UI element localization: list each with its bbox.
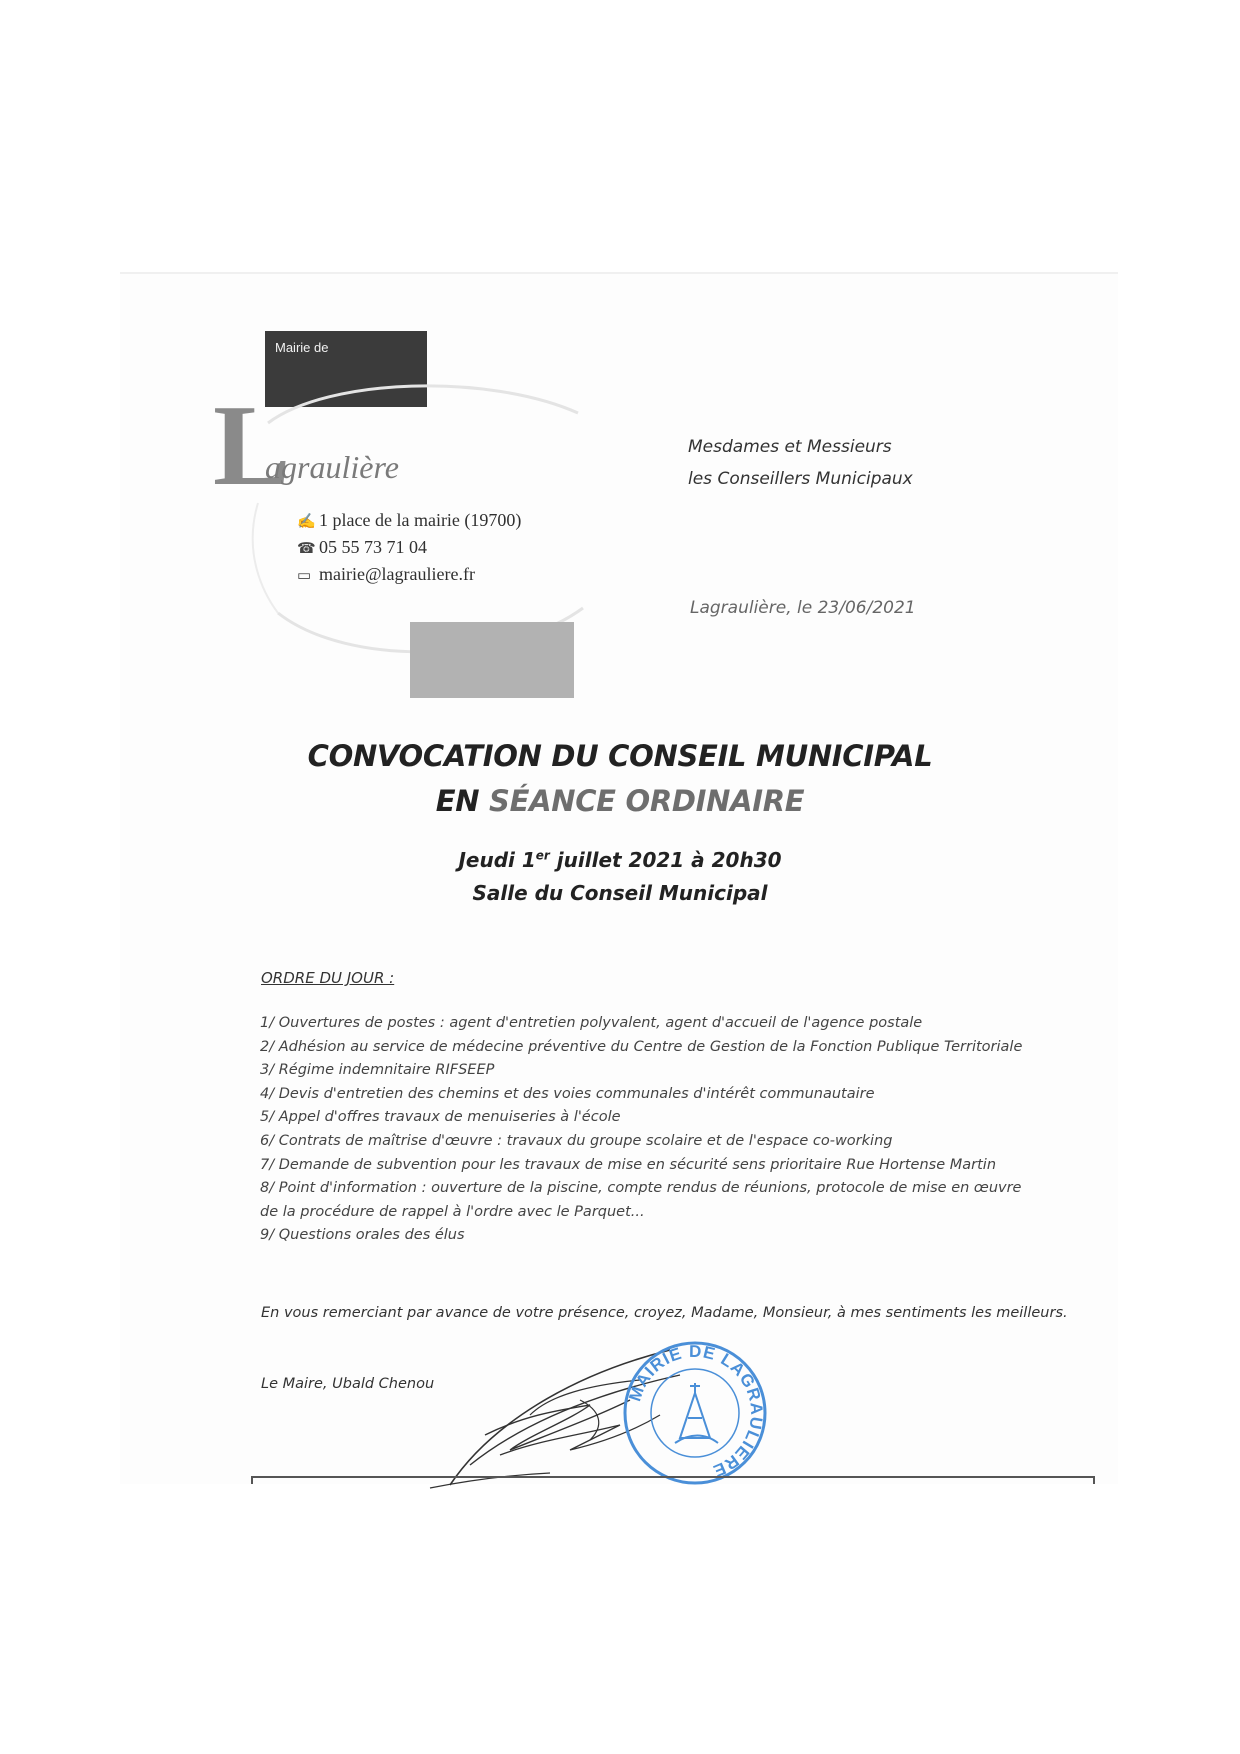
agenda-item: 4/ Devis d'entretien des chemins et des voies communales d'intérêt communautaire — [260, 1085, 875, 1102]
title-en: EN — [435, 784, 489, 818]
signoff-text: Le Maire, Ubald Chenou — [261, 1376, 435, 1392]
page-title-line-2 — [0, 784, 1240, 818]
contact-email — [297, 564, 475, 585]
agenda-item: 5/ Appel d'offres travaux de menuiseries à l'école — [260, 1109, 621, 1126]
meeting-date-sup: er — [535, 848, 550, 863]
letter-date: Lagraulière, le 23/06/2021 — [690, 598, 916, 618]
email-text: mairie@lagrauliere.fr — [319, 564, 475, 584]
page-title-line-1: CONVOCATION DU CONSEIL MUNICIPAL — [307, 739, 933, 773]
title-seance: SÉANCE ORDINAIRE — [488, 784, 805, 818]
address-text: 1 place de la mairie (19700) — [319, 510, 522, 530]
meeting-date-prefix: Jeudi 1 — [458, 848, 536, 872]
stamp-text: MAIRIE DE LAGRAULIÈRE — [625, 1341, 767, 1481]
closing-text: En vous remerciant par avance de votre présence, croyez, Madame, Monsieur, à mes sentiments les meilleurs. — [261, 1305, 1068, 1321]
meeting-place: Salle du Conseil Municipal — [472, 881, 768, 905]
bottom-rule — [251, 1476, 1095, 1484]
agenda-item: 7/ Demande de subvention pour les travaux de mise en sécurité sens prioritaire Rue Hortense Martin — [260, 1156, 997, 1173]
agenda-list — [260, 1012, 1090, 1248]
contact-address — [297, 510, 521, 531]
meeting-date-suffix: juillet 2021 à 20h30 — [549, 848, 782, 872]
municipal-stamp — [620, 1338, 770, 1488]
agenda-item: 3/ Régime indemnitaire RIFSEEP — [260, 1062, 495, 1079]
agenda-item: 9/ Questions orales des élus — [260, 1227, 465, 1244]
agenda-item: 1/ Ouvertures de postes : agent d'entretien polyvalent, agent d'accueil de l'agence postale — [260, 1015, 923, 1031]
logo-grey-box — [410, 622, 574, 698]
computer-icon: ▭ — [297, 568, 312, 584]
agenda-item: 2/ Adhésion au service de médecine préventive du Centre de Gestion de la Fonction Publique Territoriale — [260, 1038, 1023, 1055]
envelope-icon: ✍ — [297, 514, 316, 530]
logo-name: agraulière — [265, 449, 399, 485]
agenda-heading: ORDRE DU JOUR : — [261, 969, 395, 987]
agenda-item: 6/ Contrats de maîtrise d'œuvre : travaux du groupe scolaire et de l'espace co-working — [260, 1132, 893, 1149]
agenda-item: de la procédure de rappel à l'ordre avec le Parquet... — [260, 1203, 645, 1220]
logo-initial: L — [213, 382, 291, 510]
meeting-date — [0, 848, 1240, 872]
recipient-line-2: les Conseillers Municipaux — [688, 469, 913, 489]
phone-icon: ☎ — [297, 541, 316, 557]
logo-mairie-label: Mairie de — [275, 340, 329, 355]
contact-phone — [297, 537, 427, 558]
phone-text: 05 55 73 71 04 — [319, 537, 427, 557]
agenda-item: 8/ Point d'information : ouverture de la piscine, compte rendus de réunions, protocole de mise en œuvre — [260, 1180, 1022, 1197]
recipient-line-1: Mesdames et Messieurs — [688, 437, 892, 457]
